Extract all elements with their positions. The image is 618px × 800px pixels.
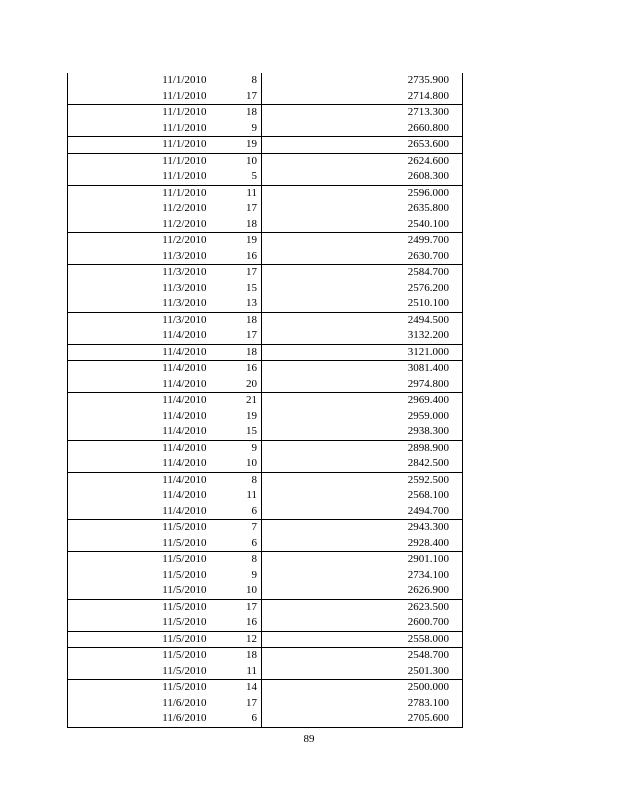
date-cell: 11/3/2010 xyxy=(68,296,222,312)
value-cell: 2734.100 xyxy=(262,568,463,584)
table-row xyxy=(68,377,463,393)
value-cell: 2600.700 xyxy=(262,615,463,631)
number-cell: 16 xyxy=(222,615,262,631)
table-row xyxy=(68,440,463,456)
date-cell: 11/3/2010 xyxy=(68,312,222,328)
table-row xyxy=(68,472,463,488)
table-row xyxy=(68,73,463,89)
number-cell: 18 xyxy=(222,105,262,121)
date-cell: 11/2/2010 xyxy=(68,217,222,233)
table-row xyxy=(68,631,463,648)
number-cell: 6 xyxy=(222,711,262,727)
date-cell: 11/4/2010 xyxy=(68,504,222,520)
date-cell: 11/4/2010 xyxy=(68,361,222,377)
value-cell: 2558.000 xyxy=(262,631,463,648)
page-number: 89 xyxy=(303,733,315,745)
date-cell: 11/5/2010 xyxy=(68,680,222,696)
number-cell: 6 xyxy=(222,536,262,552)
date-cell: 11/4/2010 xyxy=(68,409,222,425)
table-row xyxy=(68,89,463,105)
value-cell: 3081.400 xyxy=(262,361,463,377)
date-cell: 11/3/2010 xyxy=(68,265,222,281)
value-cell: 2623.500 xyxy=(262,599,463,615)
date-cell: 11/1/2010 xyxy=(68,185,222,201)
date-cell: 11/5/2010 xyxy=(68,583,222,599)
date-cell: 11/3/2010 xyxy=(68,249,222,265)
table-row xyxy=(68,265,463,281)
number-cell: 19 xyxy=(222,409,262,425)
date-cell: 11/4/2010 xyxy=(68,393,222,409)
number-cell: 15 xyxy=(222,424,262,440)
number-cell: 14 xyxy=(222,680,262,696)
value-cell: 2842.500 xyxy=(262,456,463,472)
table-row xyxy=(68,648,463,664)
value-cell: 2494.700 xyxy=(262,504,463,520)
value-cell: 2713.300 xyxy=(262,105,463,121)
table-row xyxy=(68,568,463,584)
number-cell: 17 xyxy=(222,696,262,712)
table-row xyxy=(68,201,463,217)
table-row xyxy=(68,599,463,615)
table-row xyxy=(68,121,463,137)
date-cell: 11/5/2010 xyxy=(68,568,222,584)
table-row xyxy=(68,344,463,361)
value-cell: 2783.100 xyxy=(262,696,463,712)
table-row xyxy=(68,393,463,409)
number-cell: 10 xyxy=(222,153,262,169)
table-row xyxy=(68,583,463,599)
date-cell: 11/4/2010 xyxy=(68,488,222,504)
number-cell: 12 xyxy=(222,631,262,648)
date-cell: 11/4/2010 xyxy=(68,377,222,393)
date-cell: 11/1/2010 xyxy=(68,89,222,105)
date-cell: 11/5/2010 xyxy=(68,648,222,664)
date-cell: 11/5/2010 xyxy=(68,615,222,631)
value-cell: 2596.000 xyxy=(262,185,463,201)
value-cell: 2635.800 xyxy=(262,201,463,217)
value-cell: 2500.000 xyxy=(262,680,463,696)
value-cell: 2592.500 xyxy=(262,472,463,488)
date-cell: 11/5/2010 xyxy=(68,536,222,552)
date-cell: 11/2/2010 xyxy=(68,233,222,249)
table-row xyxy=(68,281,463,297)
date-cell: 11/4/2010 xyxy=(68,328,222,344)
number-cell: 10 xyxy=(222,583,262,599)
value-cell: 2630.700 xyxy=(262,249,463,265)
number-cell: 18 xyxy=(222,344,262,361)
data-table xyxy=(67,73,463,728)
number-cell: 19 xyxy=(222,137,262,154)
value-cell: 2576.200 xyxy=(262,281,463,297)
number-cell: 9 xyxy=(222,440,262,456)
table-row xyxy=(68,185,463,201)
number-cell: 11 xyxy=(222,664,262,680)
number-cell: 20 xyxy=(222,377,262,393)
number-cell: 17 xyxy=(222,599,262,615)
date-cell: 11/1/2010 xyxy=(68,105,222,121)
date-cell: 11/1/2010 xyxy=(68,121,222,137)
value-cell: 2499.700 xyxy=(262,233,463,249)
table-body xyxy=(68,73,463,727)
date-cell: 11/4/2010 xyxy=(68,344,222,361)
table-row xyxy=(68,361,463,377)
value-cell: 2494.500 xyxy=(262,312,463,328)
table-row xyxy=(68,296,463,312)
number-cell: 15 xyxy=(222,281,262,297)
value-cell: 2735.900 xyxy=(262,73,463,89)
number-cell: 9 xyxy=(222,568,262,584)
number-cell: 8 xyxy=(222,552,262,568)
number-cell: 18 xyxy=(222,312,262,328)
date-cell: 11/1/2010 xyxy=(68,153,222,169)
table-row xyxy=(68,664,463,680)
value-cell: 2959.000 xyxy=(262,409,463,425)
value-cell: 2568.100 xyxy=(262,488,463,504)
date-cell: 11/1/2010 xyxy=(68,169,222,185)
value-cell: 3132.200 xyxy=(262,328,463,344)
value-cell: 2898.900 xyxy=(262,440,463,456)
date-cell: 11/5/2010 xyxy=(68,664,222,680)
value-cell: 2584.700 xyxy=(262,265,463,281)
date-cell: 11/3/2010 xyxy=(68,281,222,297)
value-cell: 2928.400 xyxy=(262,536,463,552)
number-cell: 5 xyxy=(222,169,262,185)
table-row xyxy=(68,217,463,233)
number-cell: 8 xyxy=(222,472,262,488)
number-cell: 7 xyxy=(222,520,262,536)
number-cell: 18 xyxy=(222,648,262,664)
date-cell: 11/6/2010 xyxy=(68,711,222,727)
date-cell: 11/5/2010 xyxy=(68,599,222,615)
value-cell: 2540.100 xyxy=(262,217,463,233)
date-cell: 11/4/2010 xyxy=(68,472,222,488)
table-row xyxy=(68,536,463,552)
number-cell: 17 xyxy=(222,89,262,105)
value-cell: 2624.600 xyxy=(262,153,463,169)
table-row xyxy=(68,233,463,249)
value-cell: 2510.100 xyxy=(262,296,463,312)
number-cell: 9 xyxy=(222,121,262,137)
date-cell: 11/6/2010 xyxy=(68,696,222,712)
value-cell: 2660.800 xyxy=(262,121,463,137)
date-cell: 11/5/2010 xyxy=(68,631,222,648)
table-row xyxy=(68,711,463,727)
table-row xyxy=(68,249,463,265)
number-cell: 11 xyxy=(222,488,262,504)
date-cell: 11/4/2010 xyxy=(68,424,222,440)
number-cell: 19 xyxy=(222,233,262,249)
value-cell: 2608.300 xyxy=(262,169,463,185)
number-cell: 16 xyxy=(222,361,262,377)
value-cell: 2943.300 xyxy=(262,520,463,536)
table-row xyxy=(68,169,463,185)
table-row xyxy=(68,488,463,504)
date-cell: 11/1/2010 xyxy=(68,73,222,89)
table-row xyxy=(68,680,463,696)
number-cell: 8 xyxy=(222,73,262,89)
date-cell: 11/5/2010 xyxy=(68,520,222,536)
table-row xyxy=(68,520,463,536)
number-cell: 17 xyxy=(222,201,262,217)
value-cell: 2501.300 xyxy=(262,664,463,680)
table-row xyxy=(68,615,463,631)
table-row xyxy=(68,409,463,425)
date-cell: 11/2/2010 xyxy=(68,201,222,217)
number-cell: 16 xyxy=(222,249,262,265)
date-cell: 11/4/2010 xyxy=(68,440,222,456)
date-cell: 11/1/2010 xyxy=(68,137,222,154)
date-cell: 11/4/2010 xyxy=(68,456,222,472)
value-cell: 2548.700 xyxy=(262,648,463,664)
value-cell: 2705.600 xyxy=(262,711,463,727)
date-cell: 11/5/2010 xyxy=(68,552,222,568)
table-row xyxy=(68,137,463,154)
value-cell: 2626.900 xyxy=(262,583,463,599)
value-cell: 2969.400 xyxy=(262,393,463,409)
table-row xyxy=(68,552,463,568)
number-cell: 13 xyxy=(222,296,262,312)
table-row xyxy=(68,424,463,440)
value-cell: 2938.300 xyxy=(262,424,463,440)
value-cell: 2901.100 xyxy=(262,552,463,568)
number-cell: 21 xyxy=(222,393,262,409)
table-row xyxy=(68,456,463,472)
table-row xyxy=(68,328,463,344)
value-cell: 3121.000 xyxy=(262,344,463,361)
number-cell: 17 xyxy=(222,265,262,281)
number-cell: 6 xyxy=(222,504,262,520)
value-cell: 2974.800 xyxy=(262,377,463,393)
table-row xyxy=(68,153,463,169)
value-cell: 2714.800 xyxy=(262,89,463,105)
number-cell: 18 xyxy=(222,217,262,233)
table-row xyxy=(68,312,463,328)
table-row xyxy=(68,696,463,712)
table-row xyxy=(68,105,463,121)
number-cell: 17 xyxy=(222,328,262,344)
number-cell: 10 xyxy=(222,456,262,472)
table-row xyxy=(68,504,463,520)
value-cell: 2653.600 xyxy=(262,137,463,154)
number-cell: 11 xyxy=(222,185,262,201)
